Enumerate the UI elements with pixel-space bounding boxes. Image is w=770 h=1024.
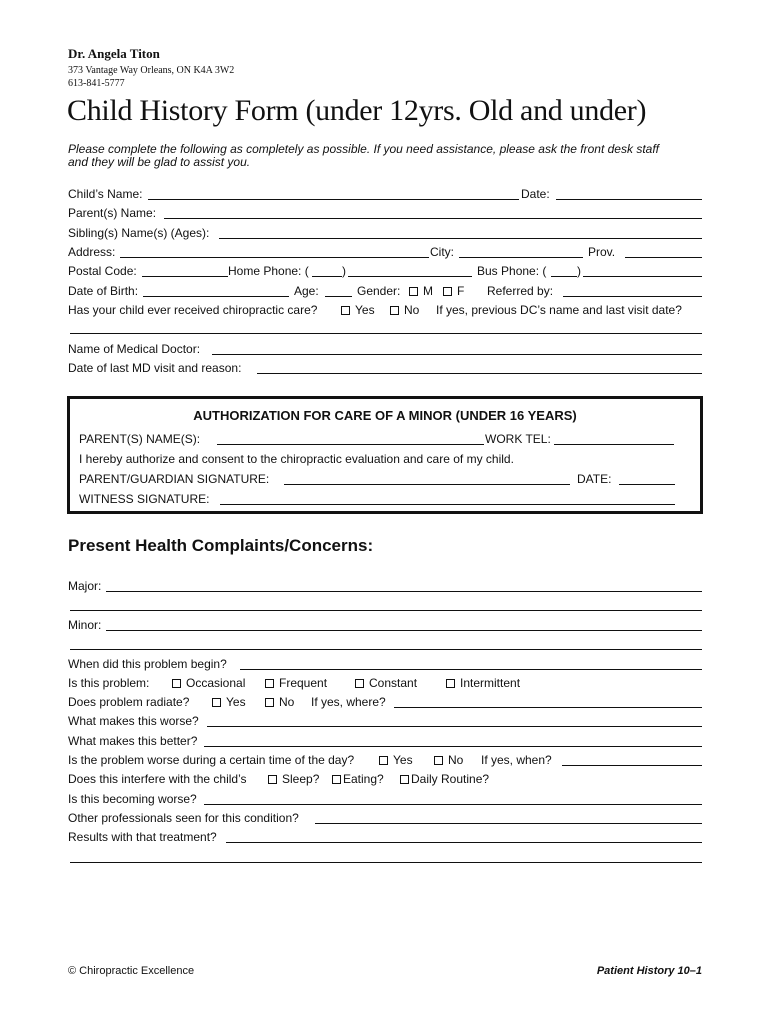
- eating-checkbox[interactable]: [332, 775, 341, 784]
- frequent-option[interactable]: [265, 675, 327, 691]
- occasional-option[interactable]: [172, 675, 245, 691]
- page-label-footer: Patient History 10–1: [596, 965, 702, 977]
- constant-checkbox[interactable]: [355, 679, 364, 688]
- dob-row: [68, 283, 702, 299]
- intermittent-option[interactable]: [446, 675, 520, 691]
- gender-f-option[interactable]: [443, 283, 464, 299]
- sleep-checkbox[interactable]: [268, 775, 277, 784]
- age-label: Age:: [294, 284, 319, 298]
- auth-date-label: DATE:: [577, 472, 612, 486]
- other-professionals-label: Other professionals seen for this condition?: [68, 811, 299, 825]
- worse-label: What makes this worse?: [68, 714, 199, 728]
- major-row: [68, 578, 702, 594]
- auth-date-field[interactable]: [619, 484, 675, 485]
- date-label: Date:: [521, 187, 550, 201]
- sleep-option[interactable]: [268, 771, 319, 787]
- chiro-care-no-label: No: [404, 303, 420, 317]
- when-begin-row: [68, 656, 702, 672]
- gender-m-option[interactable]: [409, 283, 433, 299]
- authorization-heading: AUTHORIZATION FOR CARE OF A MINOR (UNDER 16 YEARS): [193, 408, 577, 423]
- childs-name-label: Child’s Name:: [68, 187, 143, 201]
- gender-f-checkbox[interactable]: [443, 287, 452, 296]
- major-field[interactable]: [106, 591, 702, 592]
- gender-m-checkbox[interactable]: [409, 287, 418, 296]
- dob-field[interactable]: [143, 296, 289, 297]
- age-field[interactable]: [325, 296, 352, 297]
- better-field[interactable]: [204, 746, 702, 747]
- postal-code-field[interactable]: [142, 276, 228, 277]
- instructions: [68, 143, 659, 169]
- parents-names-label: PARENT(S) NAME(S):: [79, 432, 201, 446]
- page-title: Child History Form (under 12yrs. Old and under): [67, 94, 647, 127]
- chiro-care-no-option[interactable]: [390, 302, 419, 318]
- address-label: Address:: [68, 245, 116, 259]
- medical-doctor-field[interactable]: [212, 354, 702, 355]
- home-phone-label: Home Phone: (: [228, 264, 309, 278]
- radiate-yes-option[interactable]: [212, 694, 246, 710]
- time-of-day-yes-label: Yes: [393, 753, 413, 767]
- becoming-worse-label: Is this becoming worse?: [68, 792, 197, 806]
- home-phone-field[interactable]: [348, 276, 472, 277]
- major-label: Major:: [68, 579, 102, 593]
- last-md-visit-label: Date of last MD visit and reason:: [68, 361, 242, 375]
- constant-option[interactable]: [355, 675, 417, 691]
- daily-routine-option[interactable]: [400, 771, 489, 787]
- guardian-signature-label: PARENT/GUARDIAN SIGNATURE:: [79, 472, 270, 486]
- occasional-label: Occasional: [186, 676, 246, 690]
- other-professionals-row: [68, 810, 702, 826]
- radiate-where-field[interactable]: [394, 707, 702, 708]
- gender-f-label: F: [457, 284, 465, 298]
- chiro-care-yes-option[interactable]: [341, 302, 375, 318]
- minor-row: [68, 617, 702, 633]
- results-field[interactable]: [226, 842, 702, 843]
- bus-phone-close-paren: ): [577, 264, 581, 278]
- is-problem-label: Is this problem:: [68, 676, 150, 690]
- time-of-day-no-option[interactable]: [434, 752, 463, 768]
- phone-row: [68, 263, 702, 279]
- constant-label: Constant: [369, 676, 418, 690]
- time-of-day-no-checkbox[interactable]: [434, 756, 443, 765]
- chiro-care-yes-checkbox[interactable]: [341, 306, 350, 315]
- parents-name-label: Parent(s) Name:: [68, 206, 157, 220]
- when-begin-label: When did this problem begin?: [68, 657, 227, 671]
- radiate-yes-checkbox[interactable]: [212, 698, 221, 707]
- city-field[interactable]: [459, 257, 583, 258]
- address-field[interactable]: [120, 257, 429, 258]
- work-tel-field[interactable]: [554, 444, 674, 445]
- chiro-followup-field[interactable]: [70, 333, 702, 334]
- results-row: [68, 829, 702, 845]
- becoming-worse-field[interactable]: [204, 804, 702, 805]
- results-label: Results with that treatment?: [68, 830, 217, 844]
- chiro-care-question: Has your child ever received chiropractic care?: [68, 303, 318, 317]
- consent-text: I hereby authorize and consent to the chiropractic evaluation and care of my child.: [79, 452, 514, 466]
- chiro-care-row: [68, 302, 702, 318]
- time-of-day-when-field[interactable]: [562, 765, 702, 766]
- postal-code-label: Postal Code:: [68, 264, 137, 278]
- childs-name-row: [68, 186, 702, 202]
- if-yes-where-label: If yes, where?: [311, 695, 386, 709]
- medical-doctor-row: [68, 341, 702, 357]
- minor-field-line-2[interactable]: [70, 649, 702, 650]
- eating-option[interactable]: [332, 771, 384, 787]
- time-of-day-row: [68, 752, 702, 768]
- gender-label: Gender:: [357, 284, 401, 298]
- guardian-signature-row: [79, 471, 691, 487]
- frequent-checkbox[interactable]: [265, 679, 274, 688]
- occasional-checkbox[interactable]: [172, 679, 181, 688]
- interfere-label: Does this interfere with the child’s: [68, 772, 247, 786]
- worse-row: [68, 713, 702, 729]
- minor-label: Minor:: [68, 618, 102, 632]
- witness-signature-row: [79, 491, 691, 507]
- becoming-worse-row: [68, 791, 702, 807]
- time-of-day-yes-option[interactable]: [379, 752, 413, 768]
- work-tel-label: WORK TEL:: [485, 432, 551, 446]
- better-row: [68, 733, 702, 749]
- sleep-label: Sleep?: [282, 772, 320, 786]
- address-row: [68, 244, 702, 260]
- doctor-name: Dr. Angela Titon: [68, 46, 160, 61]
- major-field-line-2[interactable]: [70, 610, 702, 611]
- time-of-day-no-label: No: [448, 753, 464, 767]
- frequent-label: Frequent: [279, 676, 328, 690]
- radiate-label: Does problem radiate?: [68, 695, 190, 709]
- other-professionals-field[interactable]: [315, 823, 702, 824]
- copyright-footer: © Chiropractic Excellence: [68, 965, 195, 977]
- daily-routine-checkbox[interactable]: [400, 775, 409, 784]
- referred-by-label: Referred by:: [487, 284, 554, 298]
- chiro-care-no-checkbox[interactable]: [390, 306, 399, 315]
- radiate-row: [68, 694, 702, 710]
- radiate-no-option[interactable]: [265, 694, 294, 710]
- clinic-address: 373 Vantage Way Orleans, ON K4A 3W2: [68, 65, 235, 76]
- eating-label: Eating?: [343, 772, 384, 786]
- if-yes-when-label: If yes, when?: [481, 753, 552, 767]
- bus-phone-label: Bus Phone: (: [477, 264, 547, 278]
- last-md-visit-field[interactable]: [257, 373, 702, 374]
- instructions-line-2: and they will be glad to assist you.: [68, 155, 251, 169]
- parents-name-row: [68, 205, 702, 221]
- city-label: City:: [430, 245, 454, 259]
- guardian-signature-field[interactable]: [284, 484, 570, 485]
- better-label: What makes this better?: [68, 734, 198, 748]
- radiate-no-label: No: [279, 695, 295, 709]
- childs-name-field[interactable]: [148, 199, 519, 200]
- worse-field[interactable]: [207, 726, 702, 727]
- daily-routine-label: Daily Routine?: [411, 772, 490, 786]
- gender-m-label: M: [423, 284, 433, 298]
- complaints-heading: Present Health Complaints/Concerns:: [68, 536, 374, 555]
- witness-signature-field[interactable]: [220, 504, 675, 505]
- minor-field[interactable]: [106, 630, 702, 631]
- parents-names-row: [79, 431, 691, 447]
- time-of-day-label: Is the problem worse during a certain time of the day?: [68, 753, 355, 767]
- bus-phone-field[interactable]: [583, 276, 702, 277]
- chiro-care-yes-label: Yes: [355, 303, 375, 317]
- intermittent-label: Intermittent: [460, 676, 521, 690]
- intermittent-checkbox[interactable]: [446, 679, 455, 688]
- when-begin-field[interactable]: [240, 669, 702, 670]
- clinic-phone: 613-841-5777: [68, 78, 125, 89]
- dob-label: Date of Birth:: [68, 284, 139, 298]
- siblings-label: Sibling(s) Name(s) (Ages):: [68, 226, 210, 240]
- chiro-care-followup: If yes, previous DC’s name and last visit date?: [436, 303, 682, 317]
- medical-doctor-label: Name of Medical Doctor:: [68, 342, 201, 356]
- parents-names-field[interactable]: [217, 444, 484, 445]
- radiate-no-checkbox[interactable]: [265, 698, 274, 707]
- referred-by-field[interactable]: [563, 296, 702, 297]
- problem-frequency-row: [68, 675, 702, 691]
- siblings-row: [68, 225, 702, 241]
- time-of-day-yes-checkbox[interactable]: [379, 756, 388, 765]
- home-phone-close-paren: ): [342, 264, 346, 278]
- home-phone-area-code-field[interactable]: [312, 276, 342, 277]
- interfere-row: [68, 771, 702, 787]
- authorization-box: [67, 396, 703, 514]
- parents-name-field[interactable]: [164, 218, 702, 219]
- prov-label: Prov.: [588, 245, 616, 259]
- last-md-visit-row: [68, 360, 702, 376]
- witness-signature-label: WITNESS SIGNATURE:: [79, 492, 210, 506]
- prov-field[interactable]: [625, 257, 702, 258]
- date-field[interactable]: [556, 199, 702, 200]
- siblings-field[interactable]: [219, 238, 702, 239]
- consent-row: [79, 451, 691, 467]
- instructions-line-1: Please complete the following as completely as possible. If you need assistance, please ask the front desk staff: [68, 142, 659, 156]
- results-field-line-2[interactable]: [70, 862, 702, 863]
- radiate-yes-label: Yes: [226, 695, 246, 709]
- bus-phone-area-code-field[interactable]: [551, 276, 577, 277]
